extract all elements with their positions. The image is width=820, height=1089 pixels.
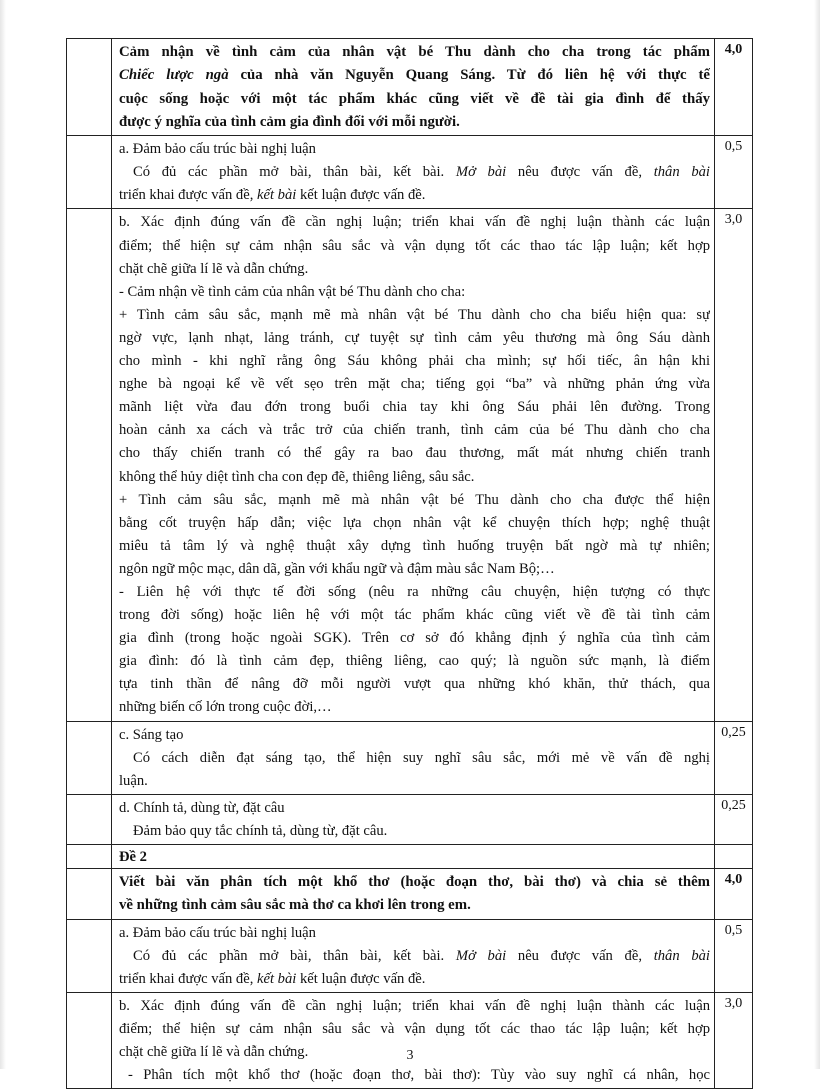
criterion-text-line: Đảm bảo quy tắc chính tả, dùng từ, đặt câu. xyxy=(133,822,388,839)
score-cell: 4,0 xyxy=(715,39,753,136)
criterion-term: Mở bài xyxy=(455,164,507,181)
question-title-line xyxy=(119,64,710,87)
criterion-text: nêu được vấn đề, xyxy=(506,947,654,964)
criterion-term: kết bài xyxy=(257,970,297,987)
criterion-text-line: những biến cố lớn trong cuộc đời,… xyxy=(119,699,332,716)
criterion-text-line: + Tình cảm sâu sắc, mạnh mẽ mà nhân vật bé Thu dành cho cha được thể hiện xyxy=(119,491,710,508)
criterion-text-line: trong đời sống) hoặc liên hệ với một tác phẩm khác cũng viết về đề tài tình cảm xyxy=(119,607,710,624)
question-title-line: cuộc sống hoặc với một tác phẩm khác cũng viết về đề tài gia đình để thấy xyxy=(119,90,710,107)
criterion-term: kết bài xyxy=(257,187,297,204)
criterion-cell xyxy=(112,992,715,1088)
criterion-text: nêu được vấn đề, xyxy=(506,164,654,181)
criterion-text-line: mãnh liệt vừa đau đớn trong buổi chia tay khi ông Sáu phải lên đường. Trong xyxy=(119,399,710,416)
criterion-term: thân bài xyxy=(653,947,710,964)
criterion-text: Có đủ các phần mở bài, thân bài, kết bài. xyxy=(133,947,456,964)
criterion-text-line: miêu tả tâm lý và nghệ thuật xây dựng tình huống truyện bất ngờ mà tự nhiên; xyxy=(119,537,710,554)
index-cell xyxy=(67,869,112,920)
exam-label: Đề 2 xyxy=(119,849,147,865)
criterion-cell xyxy=(112,794,715,844)
page-edge-right xyxy=(814,0,820,1069)
table-row xyxy=(67,794,753,844)
score-cell: 3,0 xyxy=(715,992,753,1088)
table-row xyxy=(67,39,753,136)
table-row xyxy=(67,919,753,992)
question-cell xyxy=(112,869,715,920)
criterion-text-line xyxy=(119,968,710,991)
criterion-text-line: b. Xác định đúng vấn đề cần nghị luận; triển khai vấn đề nghị luận thành các luận xyxy=(119,214,710,231)
criterion-text-line: cho mình - khi nghĩ rằng ông Sáu không phải cha mình; sự hối tiếc, ân hận khi xyxy=(119,353,710,370)
score-cell: 0,25 xyxy=(715,794,753,844)
question-title-text: của nhà văn Nguyễn Quang Sáng. Từ đó liên hệ với thực tế xyxy=(228,67,710,84)
criterion-text-line: điểm; thể hiện sự cảm nhận sâu sắc và vận dụng tốt các thao tác lập luận; kết hợp xyxy=(119,1020,710,1037)
criterion-heading: a. Đảm bảo cấu trúc bài nghị luận xyxy=(119,924,316,941)
page-number: 3 xyxy=(406,1048,414,1063)
exam-label-cell xyxy=(112,845,715,869)
criterion-text-line: bằng cốt truyện hấp dẫn; việc lựa chọn nhân vật kể chuyện thích hợp; nghệ thuật xyxy=(119,514,710,531)
index-cell xyxy=(67,919,112,992)
index-cell xyxy=(67,39,112,136)
index-cell xyxy=(67,845,112,869)
criterion-cell xyxy=(112,136,715,209)
criterion-text-line: chặt chẽ giữa lí lẽ và dẫn chứng. xyxy=(119,1044,309,1061)
criterion-text-line: ngờ vực, lạnh nhạt, lảng tránh, cự tuyệt sự tình cảm yêu thương mà ông Sáu dành xyxy=(119,329,710,346)
criterion-text-line xyxy=(119,184,710,207)
score-cell xyxy=(715,845,753,869)
criterion-text: kết luận được vấn đề. xyxy=(296,187,426,204)
table-row xyxy=(67,721,753,794)
criterion-text-line: nghe bà ngoại kể về vết sẹo trên mặt cha; tiếng gọi “ba” và những phản ứng vừa xyxy=(119,376,710,393)
criterion-text: triển khai được vấn đề, xyxy=(119,187,258,204)
criterion-text-line: gia đình (trong hoặc ngoài SGK). Trên cơ sở đó khẳng định ý nghĩa của tình cảm xyxy=(119,630,710,647)
index-cell xyxy=(67,209,112,721)
criterion-text-line: không thể hủy diệt tình cha con đẹp đẽ, thiêng liêng, sâu sắc. xyxy=(119,468,475,485)
index-cell xyxy=(67,992,112,1088)
page-edge-left xyxy=(0,0,6,1069)
criterion-text-line: - Cảm nhận về tình cảm của nhân vật bé Thu dành cho cha: xyxy=(119,283,466,300)
table-row xyxy=(67,845,753,869)
score-cell: 3,0 xyxy=(715,209,753,721)
grading-table xyxy=(66,38,753,1089)
criterion-text-line: hoàn cảnh xa cách và trắc trở của chiến tranh, tình cảm của bé Thu dành cho cha xyxy=(119,422,710,439)
question-title-line: về những tình cảm sâu sắc mà thơ ca khơi lên trong em. xyxy=(119,897,471,914)
criterion-text-line xyxy=(119,945,710,968)
criterion-text-line: Có cách diễn đạt sáng tạo, thể hiện suy nghĩ sâu sắc, mới mẻ về vấn đề nghị xyxy=(133,749,710,766)
score-cell: 0,5 xyxy=(715,919,753,992)
criterion-text: kết luận được vấn đề. xyxy=(296,970,426,987)
table-row xyxy=(67,136,753,209)
question-title-line: Viết bài văn phân tích một khổ thơ (hoặc đoạn thơ, bài thơ) và chia sẻ thêm xyxy=(119,874,710,890)
criterion-cell xyxy=(112,721,715,794)
work-title: Chiếc lược ngà xyxy=(119,67,229,84)
table-row xyxy=(67,992,753,1088)
criterion-heading: d. Chính tả, dùng từ, đặt câu xyxy=(119,799,285,816)
criterion-text-line: chặt chẽ giữa lí lẽ và dẫn chứng. xyxy=(119,260,309,277)
criterion-text: triển khai được vấn đề, xyxy=(119,970,258,987)
table-row xyxy=(67,869,753,920)
criterion-cell xyxy=(112,209,715,721)
criterion-text-line: luận. xyxy=(119,772,148,789)
criterion-heading: a. Đảm bảo cấu trúc bài nghị luận xyxy=(119,141,316,158)
score-cell: 0,5 xyxy=(715,136,753,209)
question-title-line: Cảm nhận về tình cảm của nhân vật bé Thu dành cho cha trong tác phẩm xyxy=(119,44,710,60)
criterion-heading: c. Sáng tạo xyxy=(119,726,184,743)
criterion-text-line: cho thấy chiến tranh có thể gây ra bao đau thương, mất mát nhưng chiến tranh xyxy=(119,445,710,462)
question-cell xyxy=(112,39,715,136)
criterion-text: Có đủ các phần mở bài, thân bài, kết bài. xyxy=(133,164,456,181)
criterion-text-line: + Tình cảm sâu sắc, mạnh mẽ mà nhân vật bé Thu dành cho cha biểu hiện qua: sự xyxy=(119,306,710,323)
criterion-text-line: b. Xác định đúng vấn đề cần nghị luận; triển khai vấn đề nghị luận thành các luận xyxy=(119,997,710,1014)
criterion-text-line: - Phân tích một khổ thơ (hoặc đoạn thơ, bài thơ): Tùy vào suy nghĩ cá nhân, học xyxy=(128,1067,710,1084)
index-cell xyxy=(67,721,112,794)
criterion-text-line: điểm; thể hiện sự cảm nhận sâu sắc và vận dụng tốt các thao tác lập luận; kết hợp xyxy=(119,237,710,254)
score-cell: 0,25 xyxy=(715,721,753,794)
criterion-text-line: gia đình: đó là tình cảm đẹp, thiêng liêng, cao quý; là nguồn sức mạnh, là điểm xyxy=(119,653,710,670)
table-row xyxy=(67,209,753,721)
criterion-term: thân bài xyxy=(653,164,710,181)
question-title-line: được ý nghĩa của tình cảm gia đình đối với mỗi người. xyxy=(119,113,460,130)
criterion-text-line xyxy=(119,161,710,184)
criterion-text-line: tựa tinh thần để nâng đỡ mỗi người vượt qua những khó khăn, thử thách, qua xyxy=(119,676,710,693)
score-cell: 4,0 xyxy=(715,869,753,920)
criterion-text-line: - Liên hệ với thực tế đời sống (nêu ra những câu chuyện, hiện tượng có thực xyxy=(119,583,710,600)
index-cell xyxy=(67,136,112,209)
index-cell xyxy=(67,794,112,844)
criterion-term: Mở bài xyxy=(455,947,507,964)
criterion-text-line: ngôn ngữ mộc mạc, dân dã, gần với khẩu ngữ và đậm màu sắc Nam Bộ;… xyxy=(119,560,555,577)
criterion-cell xyxy=(112,919,715,992)
